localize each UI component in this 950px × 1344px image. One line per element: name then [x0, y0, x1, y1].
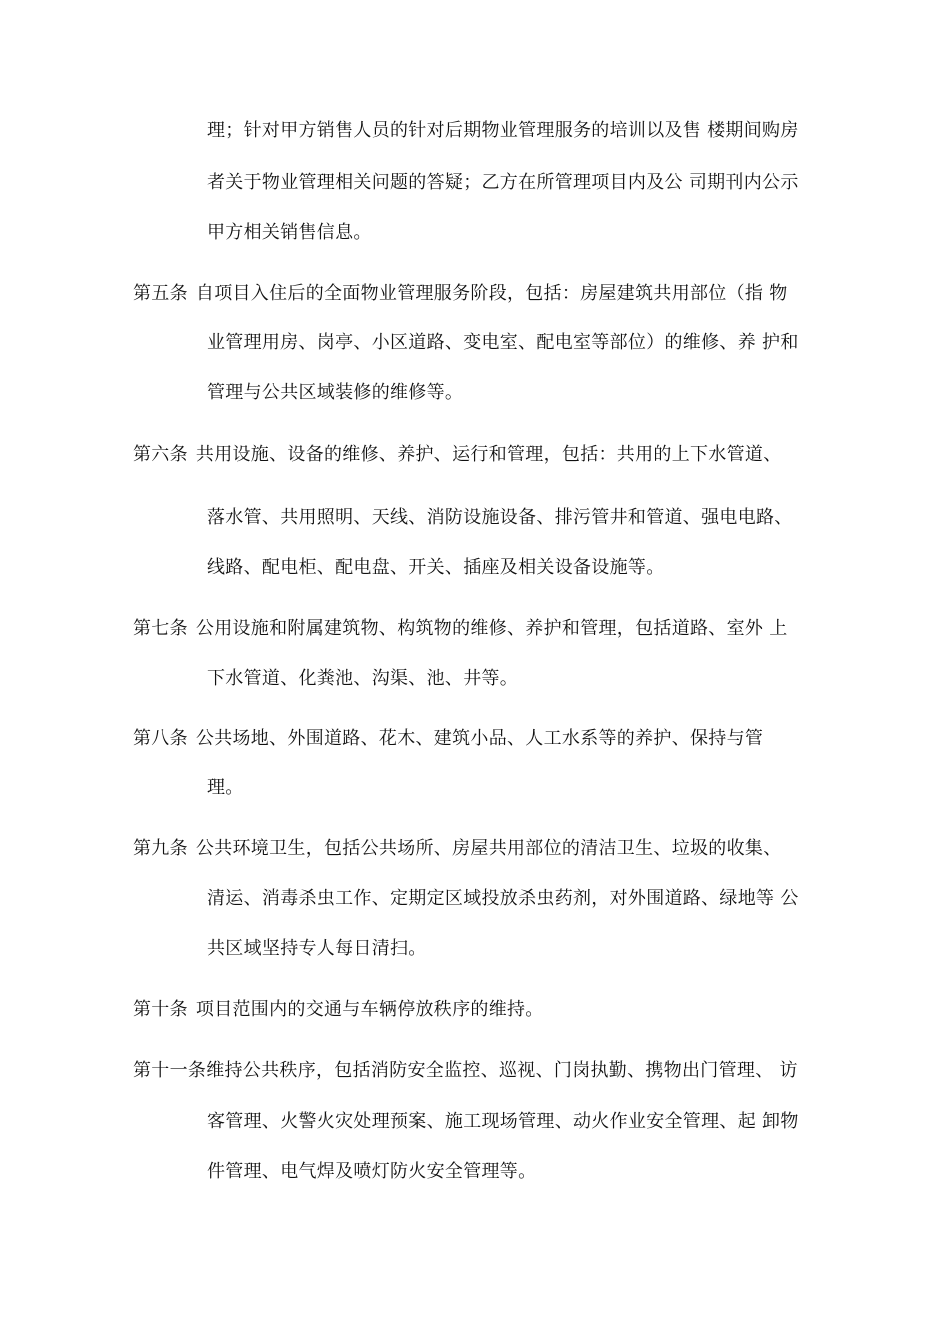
- article-text: 公共场地、外围道路、花木、建筑小品、人工水系等的养护、保持与管: [195, 728, 764, 749]
- article-first-line: [133, 1059, 798, 1083]
- article-text: 自项目入住后的全面物业管理服务阶段，包括：房屋建筑共用部位（指 物: [195, 283, 788, 304]
- article-label: 第十条: [133, 999, 188, 1020]
- article-text: 共用设施、设备的维修、养护、运行和管理，包括：共用的上下水管道、: [195, 444, 782, 465]
- intro-line: 者关于物业管理相关问题的答疑；乙方在所管理项目内及公 司期刊内公示: [207, 172, 799, 193]
- intro-line: 理；针对甲方销售人员的针对后期物业管理服务的培训以及售 楼期间购房: [207, 120, 799, 141]
- article-first-line: [133, 282, 788, 306]
- article-label: 第八条: [133, 728, 188, 749]
- article-first-line: [133, 617, 788, 641]
- article-label: 第九条: [133, 838, 188, 859]
- article-first-line: [133, 837, 782, 861]
- article-first-line: [133, 998, 544, 1022]
- article-line: 线路、配电柜、配电盘、开关、插座及相关设备设施等。: [207, 557, 665, 578]
- article-line: 理。: [207, 777, 244, 798]
- article-line: 业管理用房、岗亭、小区道路、变电室、配电室等部位）的维修、养 护和: [207, 332, 799, 353]
- article-line: 件管理、电气焊及喷灯防火安全管理等。: [207, 1161, 537, 1182]
- article-line: 落水管、共用照明、天线、消防设施设备、排污管井和管道、强电电路、: [207, 507, 793, 528]
- article-label: 第五条: [133, 283, 188, 304]
- article-text: 项目范围内的交通与车辆停放秩序的维持。: [195, 999, 544, 1020]
- article-first-line: [133, 727, 763, 751]
- article-first-line: [133, 443, 782, 467]
- article-label: 第十一条: [133, 1060, 207, 1081]
- article-line: 共区域坚持专人每日清扫。: [207, 938, 427, 959]
- article-line: 客管理、火警火灾处理预案、施工现场管理、动火作业安全管理、起 卸物: [207, 1111, 799, 1132]
- article-line: 清运、消毒杀虫工作、定期定区域投放杀虫药剂，对外围道路、绿地等 公: [207, 888, 799, 909]
- article-text: 公用设施和附属建筑物、构筑物的维修、养护和管理，包括道路、室外 上: [195, 618, 788, 639]
- article-line: 下水管道、化粪池、沟渠、池、井等。: [207, 668, 519, 689]
- article-text: 公共环境卫生，包括公共场所、房屋共用部位的清洁卫生、垃圾的收集、: [195, 838, 782, 859]
- article-line: 管理与公共区域装修的维修等。: [207, 382, 464, 403]
- article-label: 第六条: [133, 444, 188, 465]
- article-label: 第七条: [133, 618, 188, 639]
- intro-line: 甲方相关销售信息。: [207, 222, 372, 243]
- article-text: 维持公共秩序，包括消防安全监控、巡视、门岗执勤、携物出门管理、 访: [206, 1060, 798, 1081]
